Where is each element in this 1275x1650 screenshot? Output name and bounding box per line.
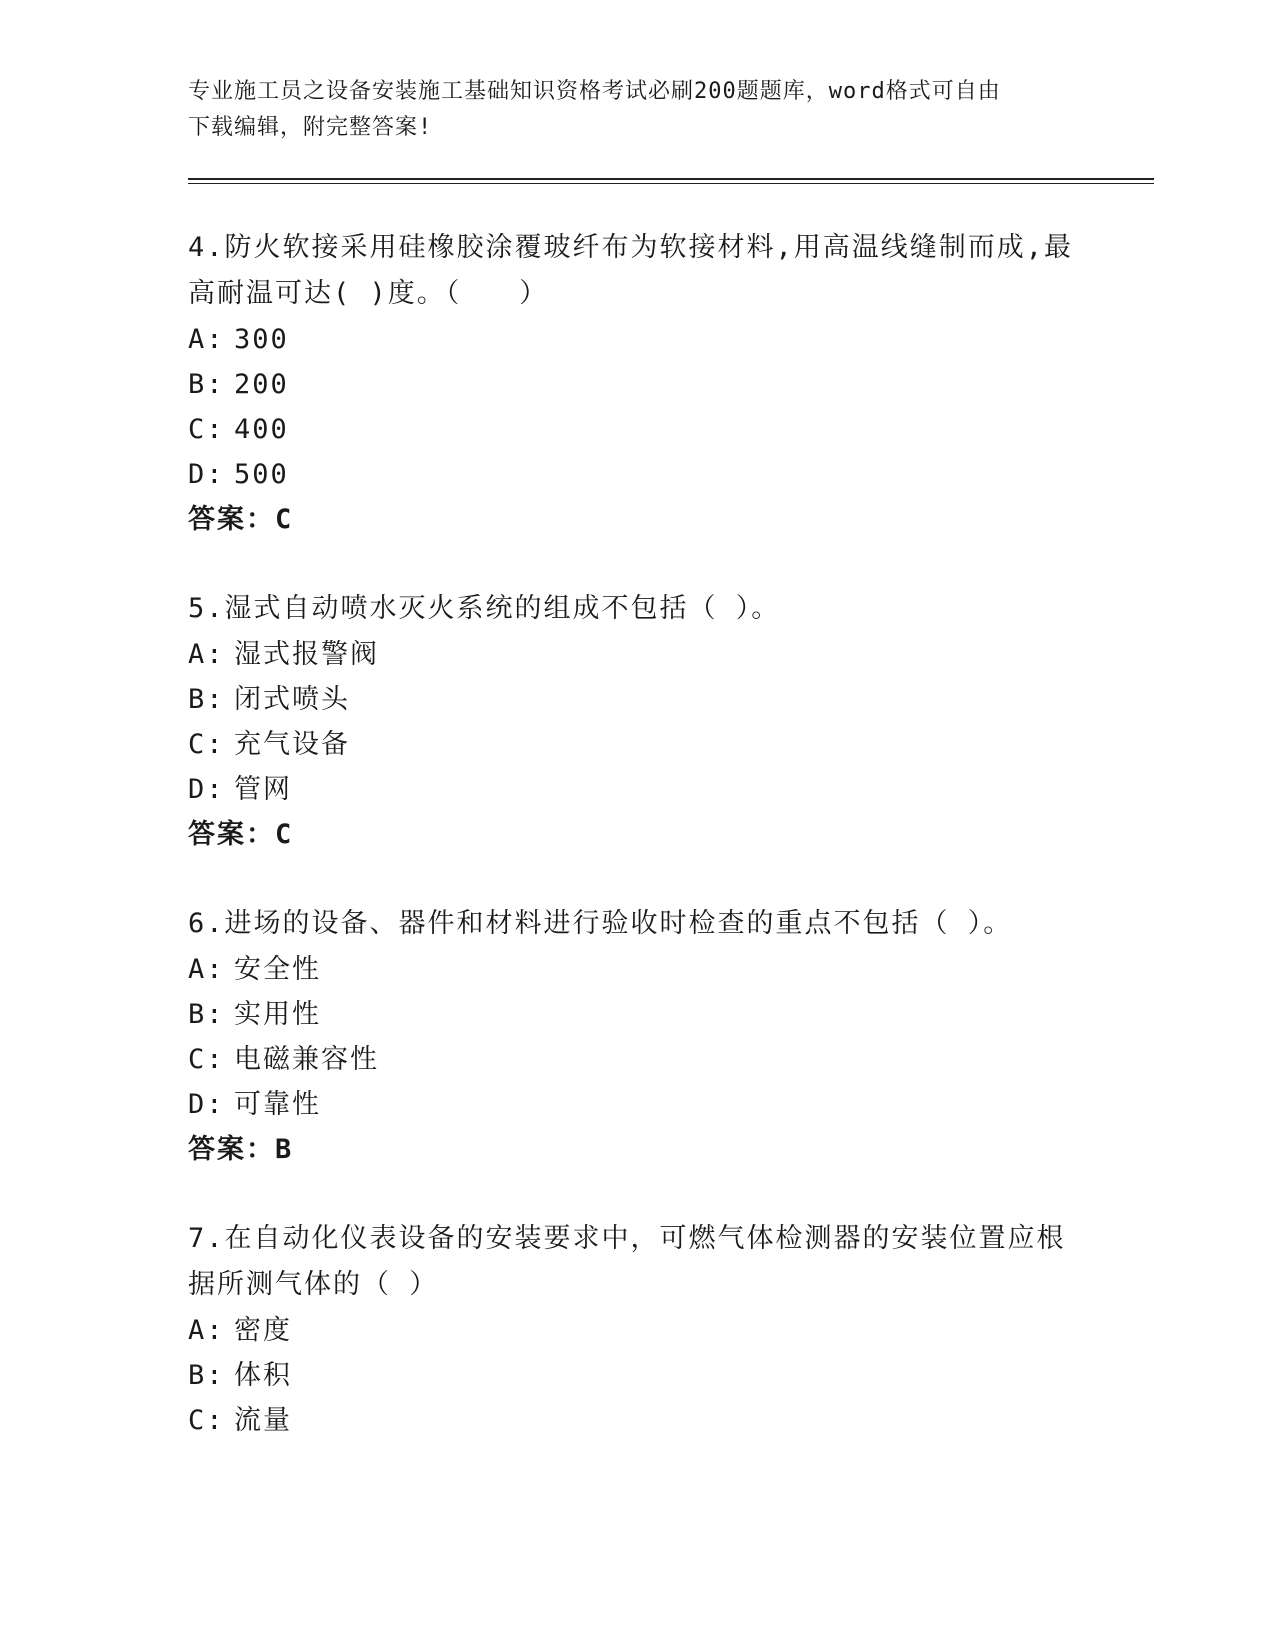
- option-letter: A:: [188, 1315, 225, 1346]
- answer-line: 答案：B: [188, 1134, 294, 1165]
- option-b: [188, 362, 1088, 407]
- header-divider-thin: [188, 183, 1154, 184]
- option-c: [188, 1398, 1088, 1443]
- question-6: [188, 901, 1088, 1173]
- option-text: 充气设备: [234, 729, 350, 760]
- question-text: 6.进场的设备、器件和材料进行验收时检查的重点不包括（ ）。: [188, 908, 1013, 939]
- question-7: [188, 1216, 1088, 1443]
- option-letter: A:: [188, 639, 225, 670]
- option-b: [188, 677, 1088, 722]
- option-letter: B:: [188, 999, 225, 1030]
- option-text: 体积: [234, 1360, 292, 1391]
- option-letter: A:: [188, 324, 225, 355]
- option-text: 湿式报警阀: [234, 639, 379, 670]
- answer-line: 答案：C: [188, 819, 294, 850]
- option-text: 实用性: [234, 999, 321, 1030]
- option-a: [188, 947, 1088, 992]
- question-text-continued: 高耐温可达( )度。（ ）: [188, 278, 549, 309]
- option-text: 密度: [234, 1315, 292, 1346]
- option-a: [188, 317, 1088, 362]
- option-a: [188, 1308, 1088, 1353]
- option-letter: C:: [188, 729, 225, 760]
- header-title-line-1: 专业施工员之设备安装施工基础知识资格考试必刷200题题库，word格式可自由: [188, 79, 1001, 104]
- option-text: 安全性: [234, 954, 321, 985]
- option-text: 200: [234, 369, 289, 400]
- header-divider-thick: [188, 178, 1154, 180]
- question-text: 5.湿式自动喷水灭火系统的组成不包括（ ）。: [188, 593, 781, 624]
- answer-line: 答案：C: [188, 504, 294, 535]
- option-letter: D:: [188, 774, 225, 805]
- option-letter: C:: [188, 1405, 225, 1436]
- question-4: [188, 225, 1088, 543]
- option-d: [188, 767, 1088, 812]
- option-text: 闭式喷头: [234, 684, 350, 715]
- option-letter: B:: [188, 369, 225, 400]
- question-text: 7.在自动化仪表设备的安装要求中，可燃气体检测器的安装位置应根: [188, 1223, 1066, 1254]
- option-text: 400: [234, 414, 289, 445]
- option-d: [188, 452, 1088, 497]
- option-text: 300: [234, 324, 289, 355]
- option-text: 流量: [234, 1405, 292, 1436]
- option-letter: B:: [188, 1360, 225, 1391]
- option-a: [188, 632, 1088, 677]
- question-5: [188, 586, 1088, 858]
- option-letter: B:: [188, 684, 225, 715]
- option-text: 可靠性: [234, 1089, 321, 1120]
- option-text: 电磁兼容性: [234, 1044, 379, 1075]
- option-text: 管网: [234, 774, 292, 805]
- option-letter: C:: [188, 1044, 225, 1075]
- document-header: [188, 74, 1088, 146]
- option-letter: A:: [188, 954, 225, 985]
- option-c: [188, 1037, 1088, 1082]
- option-d: [188, 1082, 1088, 1127]
- option-b: [188, 992, 1088, 1037]
- header-title-line-2: 下载编辑，附完整答案!: [188, 115, 433, 140]
- question-text: 4.防火软接采用硅橡胶涂覆玻纤布为软接材料,用高温线缝制而成,最: [188, 232, 1074, 263]
- option-letter: C:: [188, 414, 225, 445]
- option-letter: D:: [188, 1089, 225, 1120]
- option-b: [188, 1353, 1088, 1398]
- option-c: [188, 722, 1088, 767]
- question-text-continued: 据所测气体的（ ）: [188, 1269, 439, 1300]
- option-letter: D:: [188, 459, 225, 490]
- option-c: [188, 407, 1088, 452]
- option-text: 500: [234, 459, 289, 490]
